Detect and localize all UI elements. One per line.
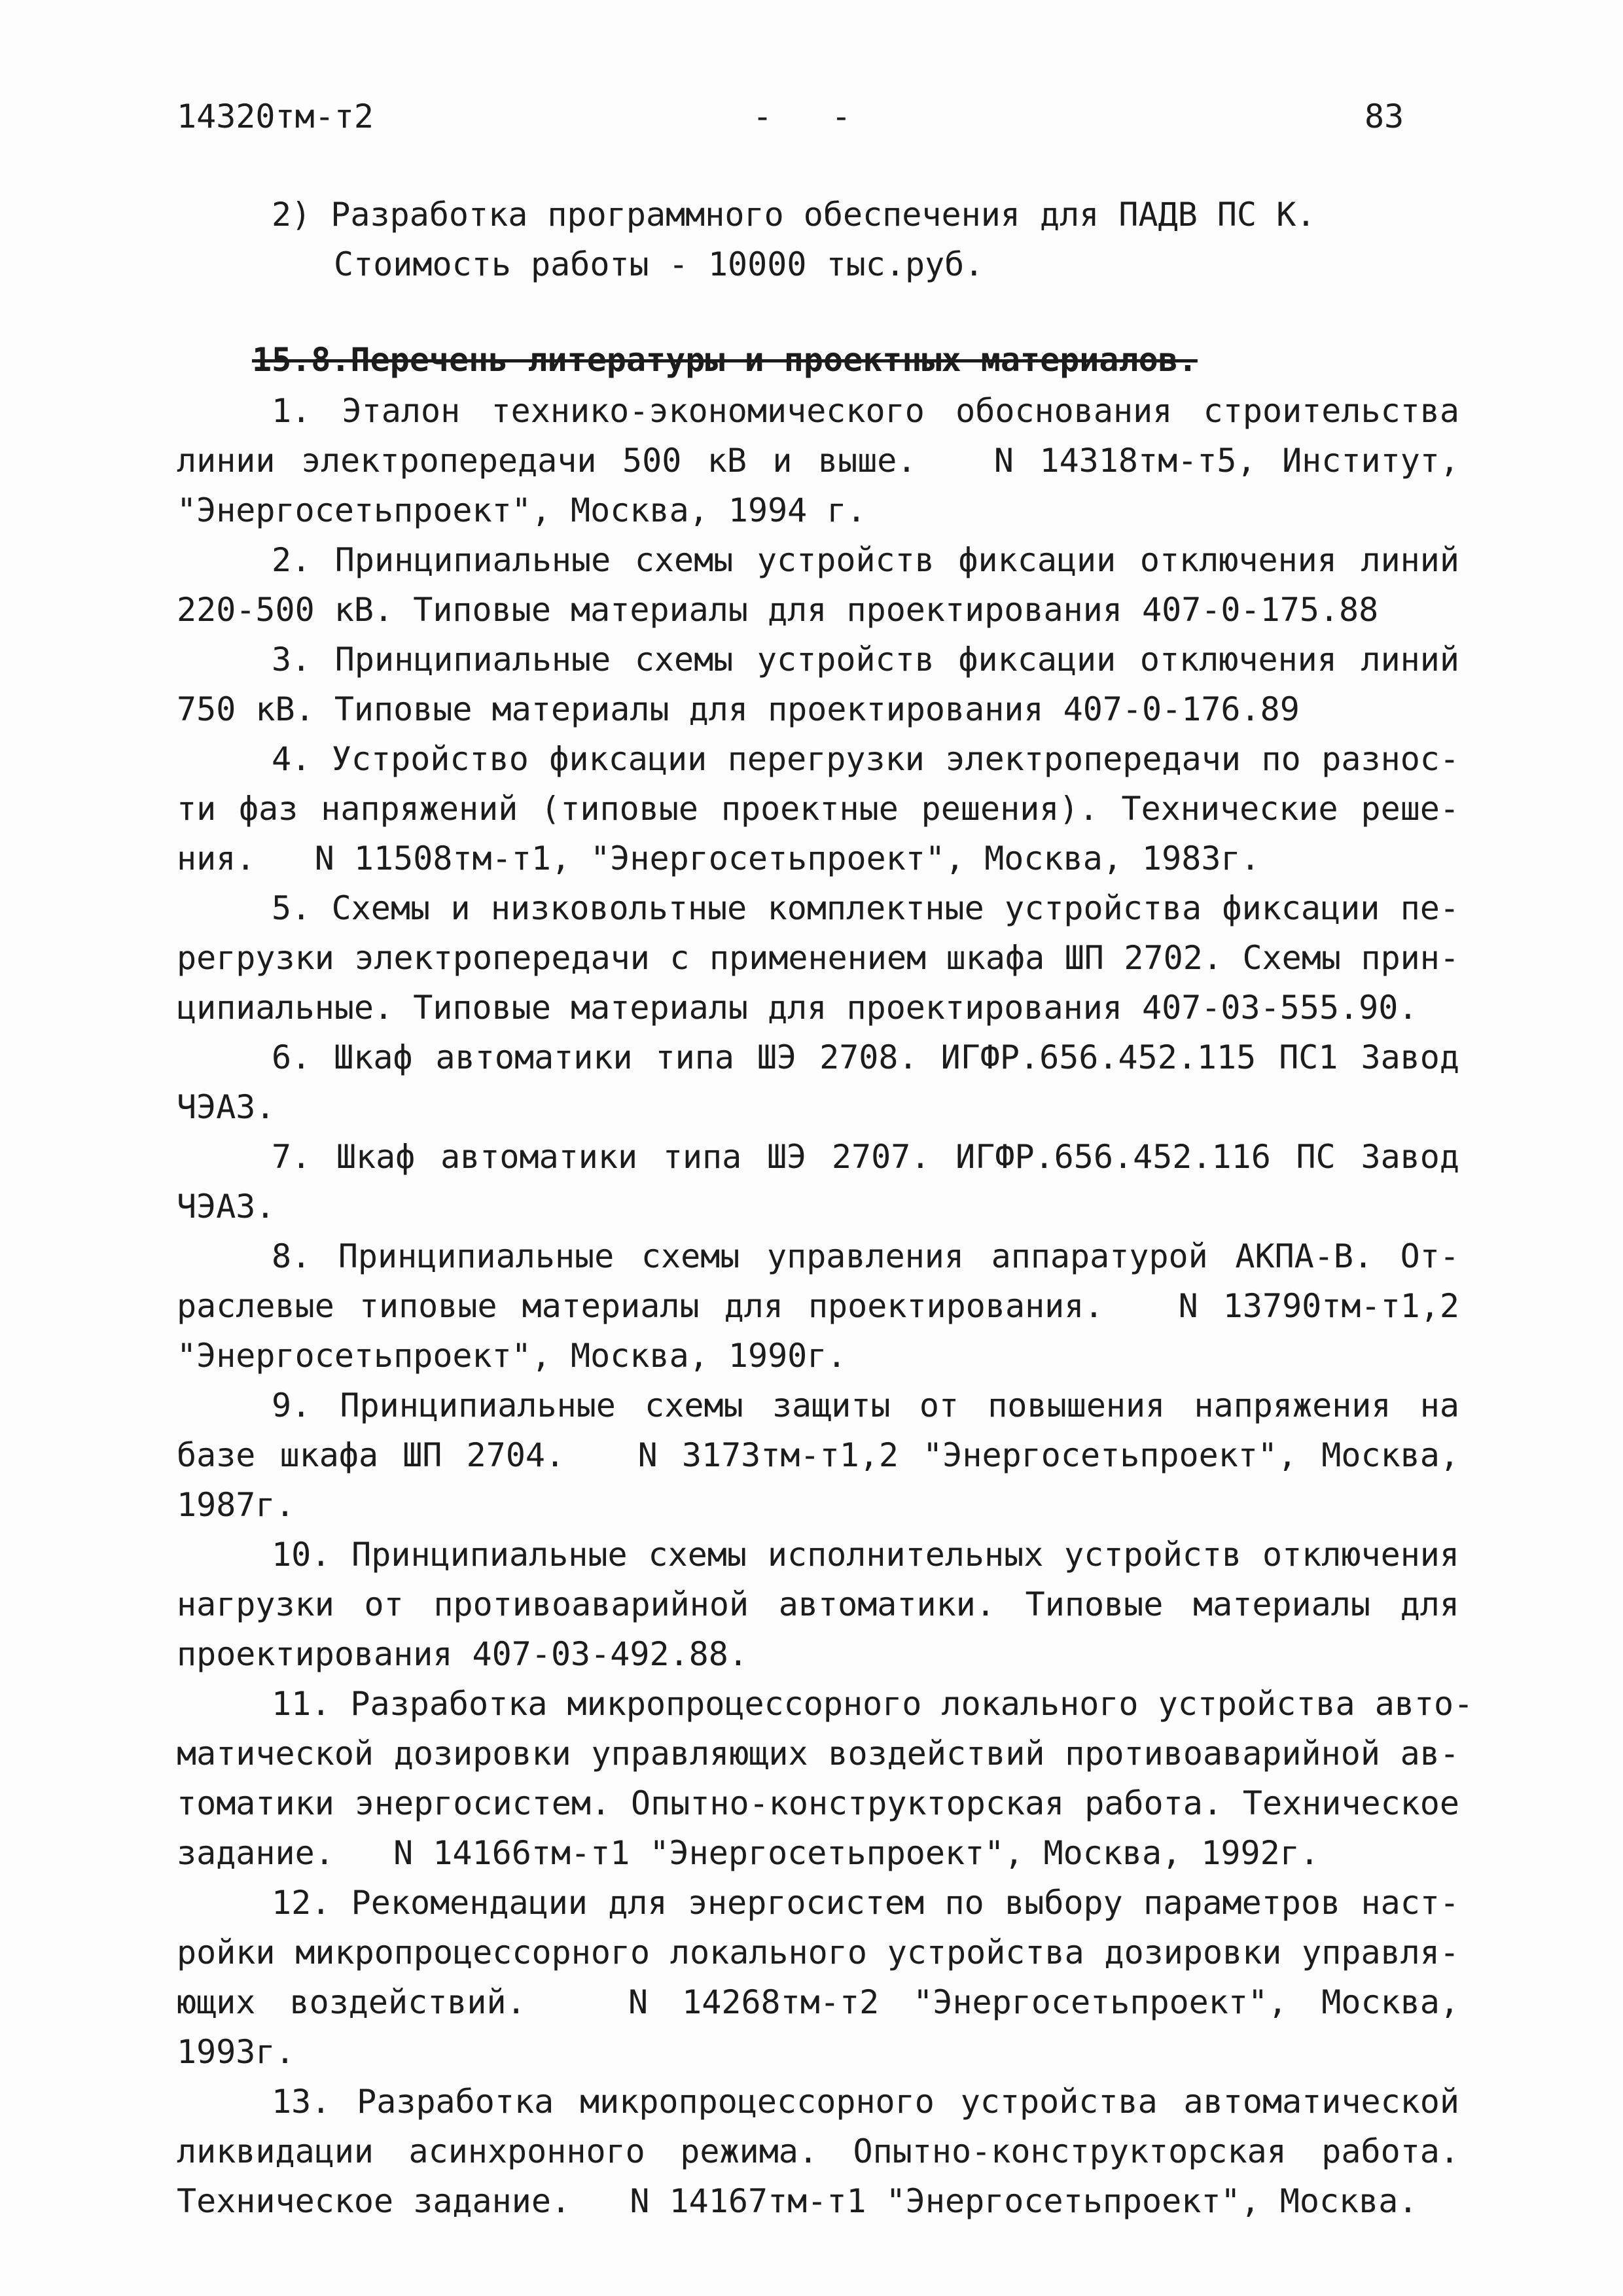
reference-line: 3. Принципиальные схемы устройств фиксации отключения линий [272, 641, 1459, 679]
reference-item [177, 1231, 1459, 1381]
reference-item [177, 1033, 1459, 1132]
reference-item [177, 386, 1459, 535]
reference-line: 12. Рекомендации для энергосистем по выбору параметров наст- [272, 1884, 1459, 1922]
reference-line: 220-500 кВ. Типовые материалы для проектирования 407-0-175.88 [177, 591, 1379, 629]
reference-item [177, 635, 1459, 734]
software-development-item [177, 190, 1459, 289]
reference-line: ющих воздействий. N 14268тм-т2 "Энергосетьпроект", Москва, [177, 1983, 1459, 2021]
reference-item [177, 734, 1459, 883]
reference-line: 5. Схемы и низковольтные комплектные устройства фиксации пе- [272, 889, 1459, 927]
reference-line: ликвидации асинхронного режима. Опытно-конструкторская работа. [177, 2132, 1459, 2170]
reference-line: 9. Принципиальные схемы защиты от повышения напряжения на [272, 1386, 1459, 1424]
reference-item [177, 883, 1459, 1033]
reference-line: раслевые типовые материалы для проектирования. N 13790тм-т1,2 [177, 1287, 1459, 1325]
reference-line: 2. Принципиальные схемы устройств фиксации отключения линий [272, 541, 1459, 579]
reference-line: 8. Принципиальные схемы управления аппаратурой АКПА-В. От- [272, 1237, 1459, 1275]
reference-line: 13. Разработка микропроцессорного устройства автоматической [272, 2083, 1459, 2121]
reference-list [177, 386, 1474, 2226]
reference-line: 1987г. [177, 1486, 295, 1524]
reference-line: ЧЭАЗ. [177, 1088, 276, 1126]
reference-line: ройки микропроцессорного локального устройства дозировки управля- [177, 1934, 1459, 1971]
reference-item [177, 1679, 1474, 1878]
reference-item [177, 1381, 1459, 1530]
reference-item [177, 1878, 1459, 2077]
reference-line: 4. Устройство фиксации перегрузки электропередачи по разнос- [272, 740, 1459, 778]
reference-line: 1993г. [177, 2033, 295, 2071]
page-number: 83 [1364, 97, 1404, 135]
reference-line: "Энергосетьпроект", Москва, 1994 г. [177, 491, 866, 529]
reference-item [177, 1530, 1459, 1679]
reference-line: задание. N 14166тм-т1 "Энергосетьпроект", Москва, 1992г. [177, 1834, 1319, 1872]
reference-line: "Энергосетьпроект", Москва, 1990г. [177, 1337, 847, 1375]
reference-line: Техническое задание. N 14167тм-т1 "Энергосетьпроект", Москва. [177, 2182, 1418, 2220]
reference-item [177, 2077, 1459, 2226]
software-item-cost: Стоимость работы - 10000 тыс.руб. [334, 245, 984, 283]
reference-line: 750 кВ. Типовые материалы для проектирования 407-0-176.89 [177, 690, 1300, 728]
reference-line: 6. Шкаф автоматики типа ШЭ 2708. ИГФР.656.452.115 ПС1 Завод [272, 1038, 1459, 1076]
reference-line: 10. Принципиальные схемы исполнительных устройств отключения [272, 1536, 1459, 1574]
document-code: 14320тм-т2 [177, 97, 374, 135]
header-dashes: - - [753, 97, 851, 135]
reference-line: 7. Шкаф автоматики типа ШЭ 2707. ИГФР.656.452.116 ПС Завод [272, 1138, 1459, 1176]
reference-line: 11. Разработка микропроцессорного локального устройства авто- [272, 1685, 1474, 1723]
software-item-title: 2) Разработка программного обеспечения для ПАДВ ПС К. [272, 196, 1316, 234]
reference-line: томатики энергосистем. Опытно-конструкторская работа. Техническое [177, 1784, 1459, 1822]
reference-line: матической дозировки управляющих воздействий противоаварийной ав- [177, 1735, 1459, 1773]
reference-line: регрузки электропередачи с применением шкафа ШП 2702. Схемы прин- [177, 939, 1459, 977]
section-heading: 15.8.Перечень литературы и проектных материалов. [252, 341, 1198, 379]
reference-line: ципиальные. Типовые материалы для проектирования 407-03-555.90. [177, 989, 1418, 1027]
reference-line: базе шкафа ШП 2704. N 3173тм-т1,2 "Энергосетьпроект", Москва, [177, 1436, 1459, 1474]
reference-line: 1. Эталон технико-экономического обоснования строительства [272, 392, 1459, 430]
reference-item [177, 1132, 1459, 1231]
reference-line: линии электропередачи 500 кВ и выше. N 14318тм-т5, Институт, [177, 442, 1459, 480]
reference-line: ния. N 11508тм-т1, "Энергосетьпроект", Москва, 1983г. [177, 839, 1260, 877]
reference-line: проектирования 407-03-492.88. [177, 1635, 748, 1673]
reference-item [177, 535, 1459, 635]
reference-line: нагрузки от противоаварийной автоматики. Типовые материалы для [177, 1585, 1459, 1623]
reference-line: ти фаз напряжений (типовые проектные решения). Технические реше- [177, 790, 1459, 828]
reference-line: ЧЭАЗ. [177, 1188, 276, 1226]
